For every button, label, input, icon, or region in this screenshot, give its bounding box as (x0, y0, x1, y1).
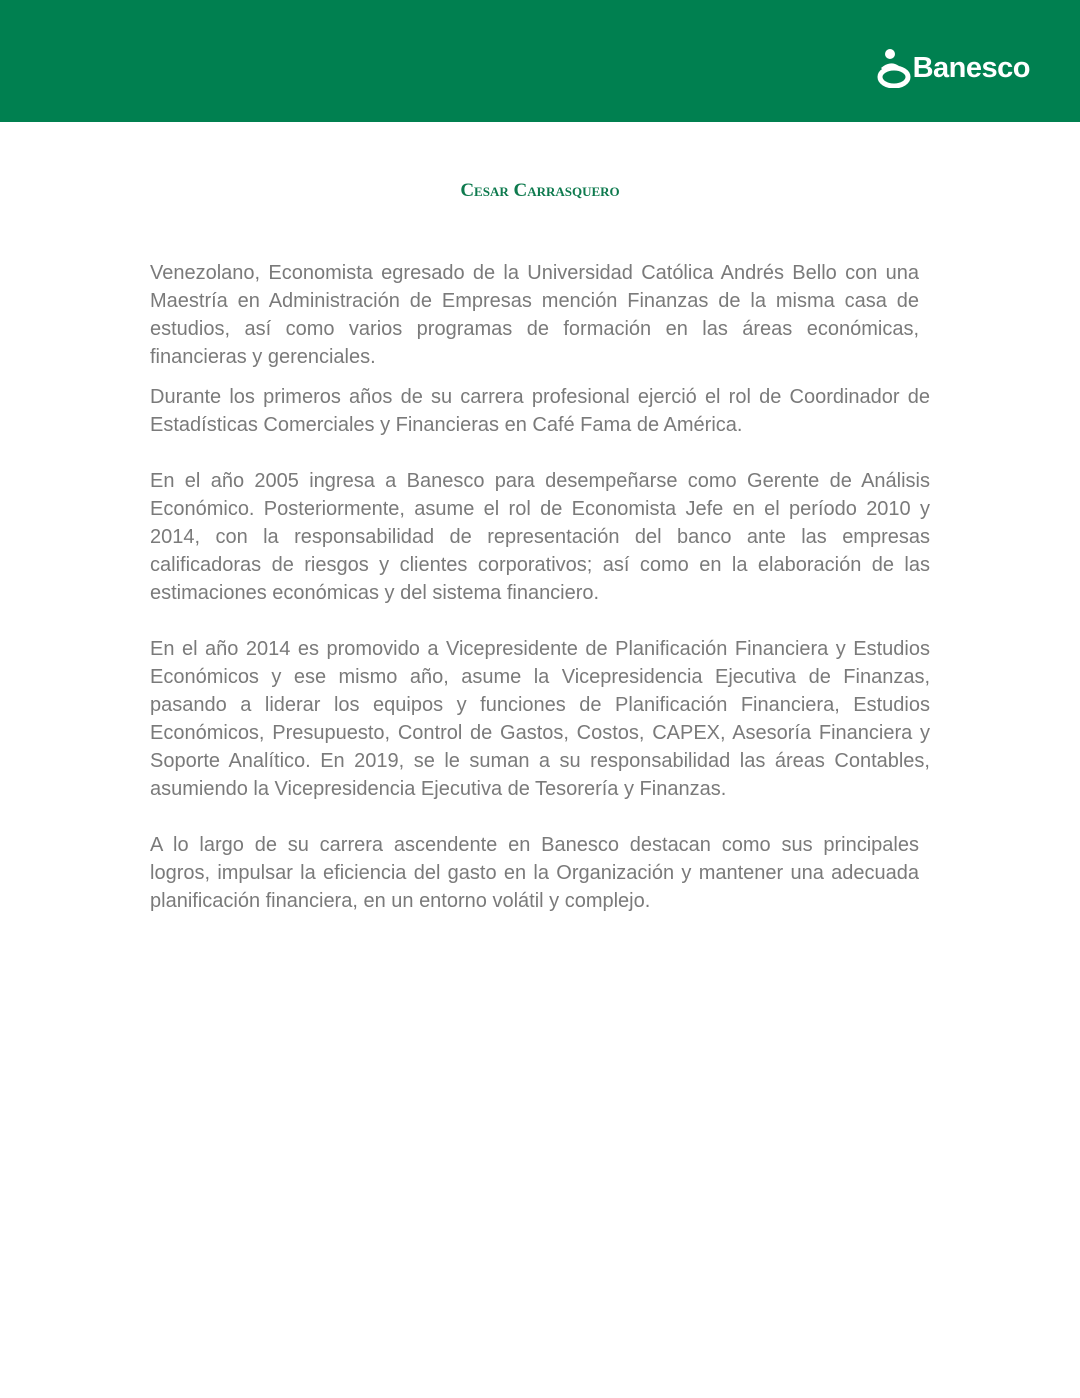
page-title: Cesar Carrasquero (460, 180, 620, 201)
biography-body (150, 259, 930, 915)
paragraph: A lo largo de su carrera ascendente en Banesco destacan como sus principales logros, impulsar la eficiencia del gasto en la Organización y mantener una adecuada planificación financiera, en un entorno volátil y complejo. (150, 834, 919, 912)
header-band (0, 0, 1080, 122)
paragraph: En el año 2014 es promovido a Vicepresidente de Planificación Financiera y Estudios Económicos y ese mismo año, asume la Vicepresidencia Ejecutiva de Finanzas, pasando a liderar los equipos y funciones de Planificación Financiera, Estudios Económicos, Presupuesto, Control de Gastos, Costos, CAPEX, Asesoría Financiera y Soporte Analítico. En 2019, se le suman a su responsabilidad las áreas Contables, asumiendo la Vicepresidencia Ejecutiva de Tesorería y Finanzas. (150, 638, 930, 800)
paragraph: En el año 2005 ingresa a Banesco para desempeñarse como Gerente de Análisis Económico. Posteriormente, asume el rol de Economista Jefe en el período 2010 y 2014, con la responsabilidad de representación del banco ante las empresas calificadoras de riesgos y clientes corporativos; así como en la elaboración de las estimaciones económicas y del sistema financiero. (150, 470, 930, 604)
banesco-people-icon (877, 48, 911, 88)
paragraph: Venezolano, Economista egresado de la Universidad Católica Andrés Bello con una Maestría en Administración de Empresas mención Finanzas de la misma casa de estudios, así como varios programas de formación en las áreas económicas, financieras y gerenciales. (150, 262, 919, 368)
brand-name: Banesco (912, 51, 1030, 84)
brand-logo (877, 48, 1030, 88)
paragraph: Durante los primeros años de su carrera profesional ejerció el rol de Coordinador de Estadísticas Comerciales y Financieras en Café Fama de América. (150, 386, 930, 436)
